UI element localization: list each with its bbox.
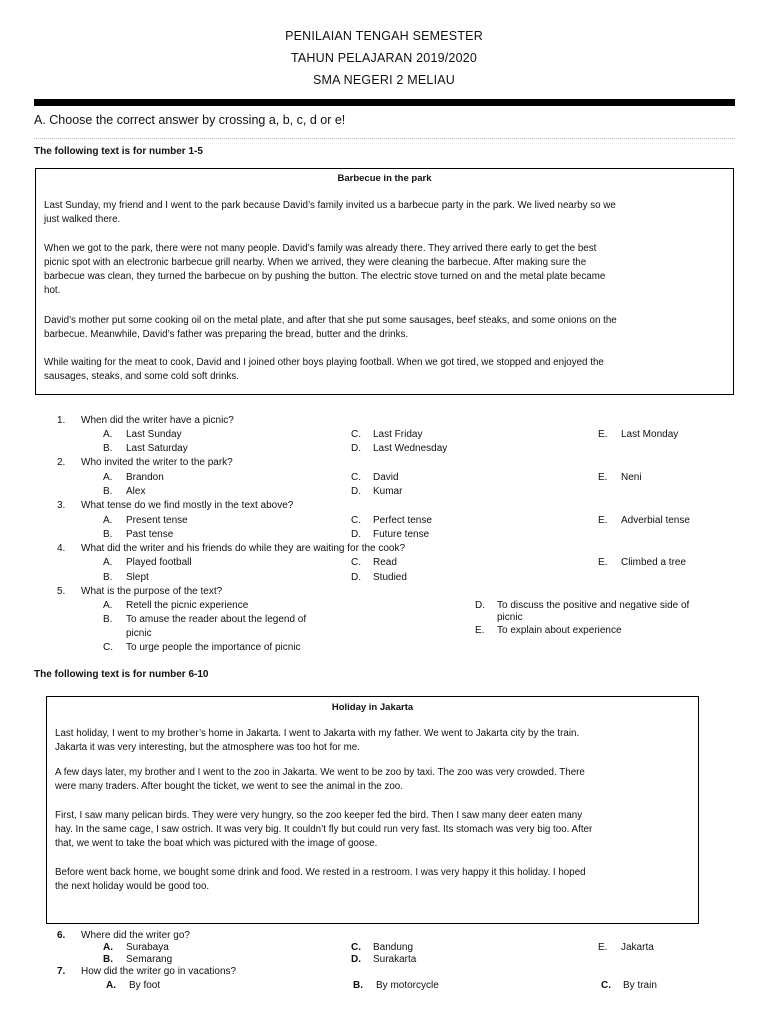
question-text: Who invited the writer to the park? (81, 457, 233, 468)
option-text[interactable]: Played football (126, 557, 192, 568)
option-text-continued[interactable]: picnic (497, 612, 523, 623)
option-text[interactable]: By foot (129, 980, 161, 991)
passage-box-2 (46, 696, 699, 924)
passage-box-1 (35, 168, 734, 395)
option-letter[interactable]: D. (351, 572, 361, 583)
passage-line: David’s mother put some cooking oil on the metal plate, and after that she put some sausages, beef steaks, and some onions on the (44, 315, 617, 326)
option-letter[interactable]: D. (351, 954, 361, 965)
header-line-1: PENILAIAN TENGAH SEMESTER (285, 29, 483, 43)
option-text[interactable]: Surakarta (373, 954, 417, 965)
option-letter[interactable]: A. (103, 515, 113, 526)
option-letter[interactable]: A. (103, 557, 113, 568)
option-text[interactable]: Adverbial tense (621, 515, 690, 526)
option-text[interactable]: Kumar (373, 486, 403, 497)
option-text[interactable]: By motorcycle (376, 980, 439, 991)
option-text-continued[interactable]: picnic (126, 628, 152, 639)
option-letter[interactable]: B. (103, 486, 113, 497)
question-number: 4. (57, 543, 66, 554)
passage-line: A few days later, my brother and I went to the zoo in Jakarta. We went to be zoo by taxi. The zoo was very crowded. There (55, 767, 585, 778)
header-divider (34, 99, 735, 106)
option-text[interactable]: Climbed a tree (621, 557, 687, 568)
option-letter[interactable]: A. (103, 942, 113, 953)
option-text[interactable]: Last Sunday (126, 429, 182, 440)
question-number: 3. (57, 500, 66, 511)
option-letter[interactable]: C. (351, 515, 361, 526)
option-letter[interactable]: D. (351, 443, 361, 454)
passage1-paragraph (44, 242, 605, 298)
passage-line: Last Sunday, my friend and I went to the park because David’s family invited us a barbecue party in the park. We lived nearby so we (44, 200, 616, 211)
passage-line: just walked there. (44, 214, 121, 225)
option-text[interactable]: To explain about experience (497, 625, 622, 636)
option-letter[interactable]: C. (103, 642, 113, 653)
option-letter[interactable]: A. (103, 429, 113, 440)
option-text[interactable]: To discuss the positive and negative side of (497, 600, 690, 611)
option-letter[interactable]: B. (103, 954, 113, 965)
passage1-paragraph (44, 356, 604, 384)
option-text[interactable]: Bandung (373, 942, 414, 953)
option-letter[interactable]: B. (103, 572, 113, 583)
passage-line: When we got to the park, there were not many people. David’s family was already there. They arrived there early to get the best (44, 243, 597, 254)
passage-line: While waiting for the meat to cook, David and I joined other boys playing football. When we got tired, we stopped and enjoyed the (44, 357, 604, 368)
option-text[interactable]: Neni (621, 472, 642, 483)
option-text[interactable]: Last Friday (373, 429, 423, 440)
option-text[interactable]: Perfect tense (373, 515, 432, 526)
passage1-paragraph (44, 314, 617, 342)
passage2-paragraph (55, 727, 579, 755)
option-letter[interactable]: A. (103, 600, 113, 611)
passage-line: Jakarta it was very interesting, but the atmosphere was too hot for me. (55, 742, 360, 753)
option-letter[interactable]: E. (598, 429, 608, 440)
passage1-paragraph (44, 199, 616, 227)
passage-line: hot. (44, 285, 61, 296)
option-text[interactable]: Read (373, 557, 397, 568)
question-number: 1. (57, 415, 66, 426)
option-text[interactable]: David (373, 472, 399, 483)
passage-title-1: Barbecue in the park (337, 173, 432, 184)
question-text: When did the writer have a picnic? (81, 415, 234, 426)
option-text[interactable]: Present tense (126, 515, 188, 526)
option-text[interactable]: Studied (373, 572, 407, 583)
option-text[interactable]: Semarang (126, 954, 173, 965)
option-letter[interactable]: E. (598, 472, 608, 483)
option-letter[interactable]: B. (103, 443, 113, 454)
header-line-2: TAHUN PELAJARAN 2019/2020 (290, 51, 478, 65)
option-text[interactable]: By train (623, 980, 657, 991)
option-text[interactable]: Jakarta (621, 942, 654, 953)
option-text[interactable]: Surabaya (126, 942, 169, 953)
question-text: Where did the writer go? (81, 930, 190, 941)
passage-title-2: Holiday in Jakarta (331, 702, 414, 713)
option-text[interactable]: To urge people the importance of picnic (126, 642, 301, 653)
option-letter[interactable]: C. (351, 942, 361, 953)
option-text[interactable]: Future tense (373, 529, 430, 540)
option-letter[interactable]: C. (351, 557, 361, 568)
option-text[interactable]: Brandon (126, 472, 164, 483)
option-letter[interactable]: D. (351, 529, 361, 540)
section2-intro: The following text is for number 6-10 (34, 669, 209, 680)
option-letter[interactable]: C. (351, 429, 361, 440)
passage-line: hay. In the same cage, I saw ostrich. It was very big. It couldn’t fly but could run very fast. Its stomach was very big too. After (55, 824, 593, 835)
option-text[interactable]: Retell the picnic experience (126, 600, 249, 611)
option-text[interactable]: Alex (126, 486, 146, 497)
passage-line: picnic spot with an electronic barbecue grill nearby. When we arrived, they were cleaning the barbecue. After making sure the (44, 257, 587, 268)
option-letter[interactable]: B. (103, 529, 113, 540)
option-letter[interactable]: E. (598, 942, 608, 953)
option-letter[interactable]: E. (598, 515, 608, 526)
passage-line: First, I saw many pelican birds. They were very hungry, so the zoo keeper fed the bird. Then I saw many deer eaten many (55, 810, 583, 821)
option-letter[interactable]: D. (351, 486, 361, 497)
option-letter[interactable]: E. (475, 625, 485, 636)
option-text[interactable]: Last Monday (621, 429, 679, 440)
question-text: What did the writer and his friends do while they are waiting for the cook? (81, 543, 406, 554)
option-text[interactable]: To amuse the reader about the legend of (126, 614, 307, 625)
question-text: How did the writer go in vacations? (81, 966, 237, 977)
passage-line: were many traders. After bought the ticket, we went to see the animal in the zoo. (55, 781, 403, 792)
passage2-paragraph (55, 809, 592, 851)
option-text[interactable]: Past tense (126, 529, 174, 540)
question-text: What tense do we find mostly in the text above? (81, 500, 294, 511)
passage-line: the next holiday would be good too. (55, 881, 210, 892)
option-letter[interactable]: C. (601, 980, 611, 991)
header-line-3: SMA NEGERI 2 MELIAU (312, 73, 456, 87)
question-number: 5. (57, 586, 66, 597)
option-text[interactable]: Last Wednesday (373, 443, 448, 454)
instruction: A. Choose the correct answer by crossing a, b, c, d or e! (34, 113, 346, 127)
section1-intro: The following text is for number 1-5 (34, 146, 203, 157)
option-letter[interactable]: B. (353, 980, 363, 991)
passage-line: barbecue was clean, they turned the barbecue on by pushing the button. The electric stove turned on and the metal plate became (44, 271, 606, 282)
option-letter[interactable]: A. (106, 980, 116, 991)
passage2-paragraph (55, 766, 585, 794)
option-letter[interactable]: C. (351, 472, 361, 483)
dotted-divider (34, 138, 735, 139)
passage2-paragraph (55, 866, 586, 894)
option-letter[interactable]: E. (598, 557, 608, 568)
option-letter[interactable]: A. (103, 472, 113, 483)
passage-line: barbecue. Meanwhile, David’s father was preparing the bread, butter and the drinks. (44, 329, 409, 340)
question-number: 6. (57, 930, 66, 941)
question-number: 2. (57, 457, 66, 468)
passage-line: Before went back home, we bought some drink and food. We rested in a restroom. I was very happy it this holiday. I hoped (55, 867, 586, 878)
passage-line: sausages, steaks, and some cold soft drinks. (44, 371, 239, 382)
option-letter[interactable]: D. (475, 600, 485, 611)
option-text[interactable]: Last Saturday (126, 443, 188, 454)
question-text: What is the purpose of the text? (81, 586, 223, 597)
question-number: 7. (57, 966, 66, 977)
passage-line: that, we went to take the boat which was pictured with the image of goose. (55, 838, 378, 849)
option-letter[interactable]: B. (103, 614, 113, 625)
passage-line: Last holiday, I went to my brother’s home in Jakarta. I went to Jakarta with my father. We went to Jakarta city by the train. (55, 728, 580, 739)
option-text[interactable]: Slept (126, 572, 149, 583)
